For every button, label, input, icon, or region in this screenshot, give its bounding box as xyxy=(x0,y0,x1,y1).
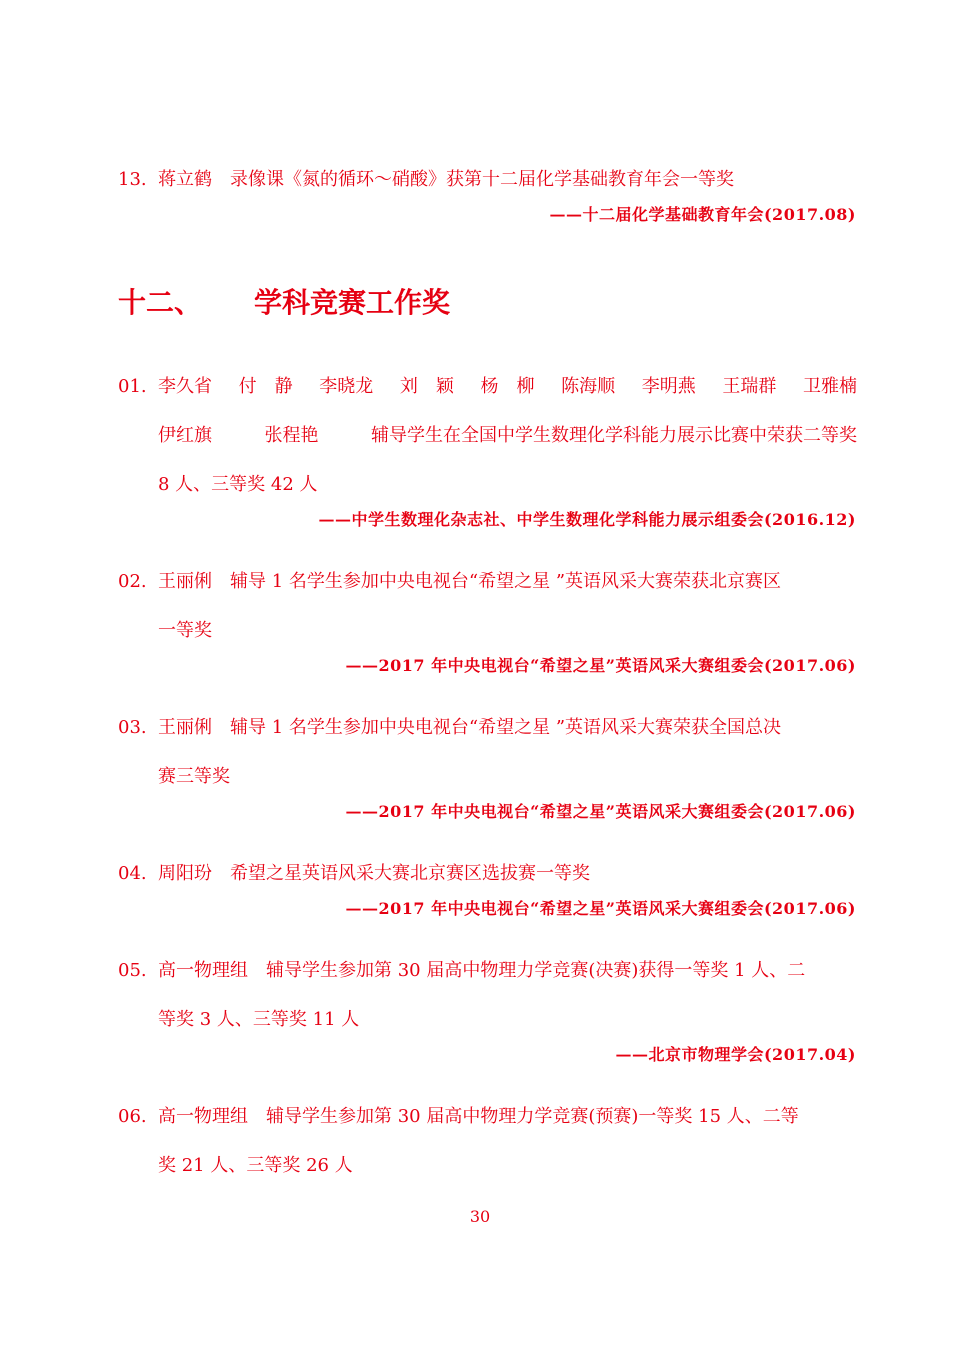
entry-02-line2: 一等奖 xyxy=(158,620,212,641)
entry-number: 02. xyxy=(118,571,147,592)
name: 李晓龙 xyxy=(319,376,374,397)
entry-04-source: ——2017 年中央电视台“希望之星”英语风采大赛组委会(2017.06) xyxy=(345,899,856,918)
name: 杨 柳 xyxy=(480,376,535,397)
name: 李明燕 xyxy=(641,376,696,397)
entry-01-source: ——中学生数理化杂志社、中学生数理化学科能力展示组委会(2016.12) xyxy=(318,510,856,529)
entry-02 xyxy=(118,570,781,594)
entry-03-line2: 赛三等奖 xyxy=(158,766,230,787)
entry-text: 周阳玢 希望之星英语风采大赛北京赛区选拔赛一等奖 xyxy=(158,863,590,884)
entry-text: 高一物理组 辅导学生参加第 30 届高中物理力学竞赛(预赛)一等奖 15 人、二等 xyxy=(158,1106,799,1127)
name: 刘 颖 xyxy=(399,376,454,397)
entry-03 xyxy=(118,716,781,740)
entry-05 xyxy=(118,959,805,983)
entry-number: 03. xyxy=(118,717,147,738)
section-heading xyxy=(118,285,450,321)
entry-13-source: ——十二届化学基础教育年会(2017.08) xyxy=(549,205,856,224)
entry-text: 王丽俐 辅导 1 名学生参加中央电视台“希望之星 ”英语风采大赛荣获全国总决 xyxy=(158,717,782,738)
name: 张程艳 xyxy=(264,425,319,446)
entry-04 xyxy=(118,862,590,886)
entry-01-line3: 8 人、三等奖 42 人 xyxy=(158,474,318,495)
entry-01-number: 01. xyxy=(118,376,147,397)
entry-01-line2 xyxy=(158,424,857,448)
entry-13 xyxy=(118,168,734,192)
entry-text: 辅导学生在全国中学生数理化学科能力展示比赛中荣获二等奖 xyxy=(371,425,857,446)
entry-number: 06. xyxy=(118,1106,147,1127)
entry-03-source: ——2017 年中央电视台“希望之星”英语风采大赛组委会(2017.06) xyxy=(345,802,856,821)
entry-01-names xyxy=(158,375,857,399)
entry-text: 王丽俐 辅导 1 名学生参加中央电视台“希望之星 ”英语风采大赛荣获北京赛区 xyxy=(158,571,782,592)
entry-number: 13. xyxy=(118,169,147,190)
section-number: 十二、 xyxy=(118,286,203,319)
entry-text: 高一物理组 辅导学生参加第 30 届高中物理力学竞赛(决赛)获得一等奖 1 人、二 xyxy=(158,960,806,981)
page-number: 30 xyxy=(469,1207,491,1226)
name: 王瑞群 xyxy=(722,376,777,397)
entry-number: 04. xyxy=(118,863,147,884)
entry-text: 蒋立鹤 录像课《氮的循环～硝酸》获第十二届化学基础教育年会一等奖 xyxy=(158,169,734,190)
entry-05-line2: 等奖 3 人、三等奖 11 人 xyxy=(158,1009,360,1030)
name: 陈海顺 xyxy=(561,376,616,397)
section-title: 学科竞赛工作奖 xyxy=(254,286,451,319)
entry-02-source: ——2017 年中央电视台“希望之星”英语风采大赛组委会(2017.06) xyxy=(345,656,856,675)
name: 伊红旗 xyxy=(158,425,212,446)
name: 李久省 xyxy=(158,376,212,397)
entry-05-source: ——北京市物理学会(2017.04) xyxy=(615,1045,856,1064)
entry-06-line2: 奖 21 人、三等奖 26 人 xyxy=(158,1155,353,1176)
entry-06 xyxy=(118,1105,799,1129)
name: 卫雅楠 xyxy=(803,376,857,397)
name: 付 静 xyxy=(238,376,293,397)
entry-number: 05. xyxy=(118,960,147,981)
